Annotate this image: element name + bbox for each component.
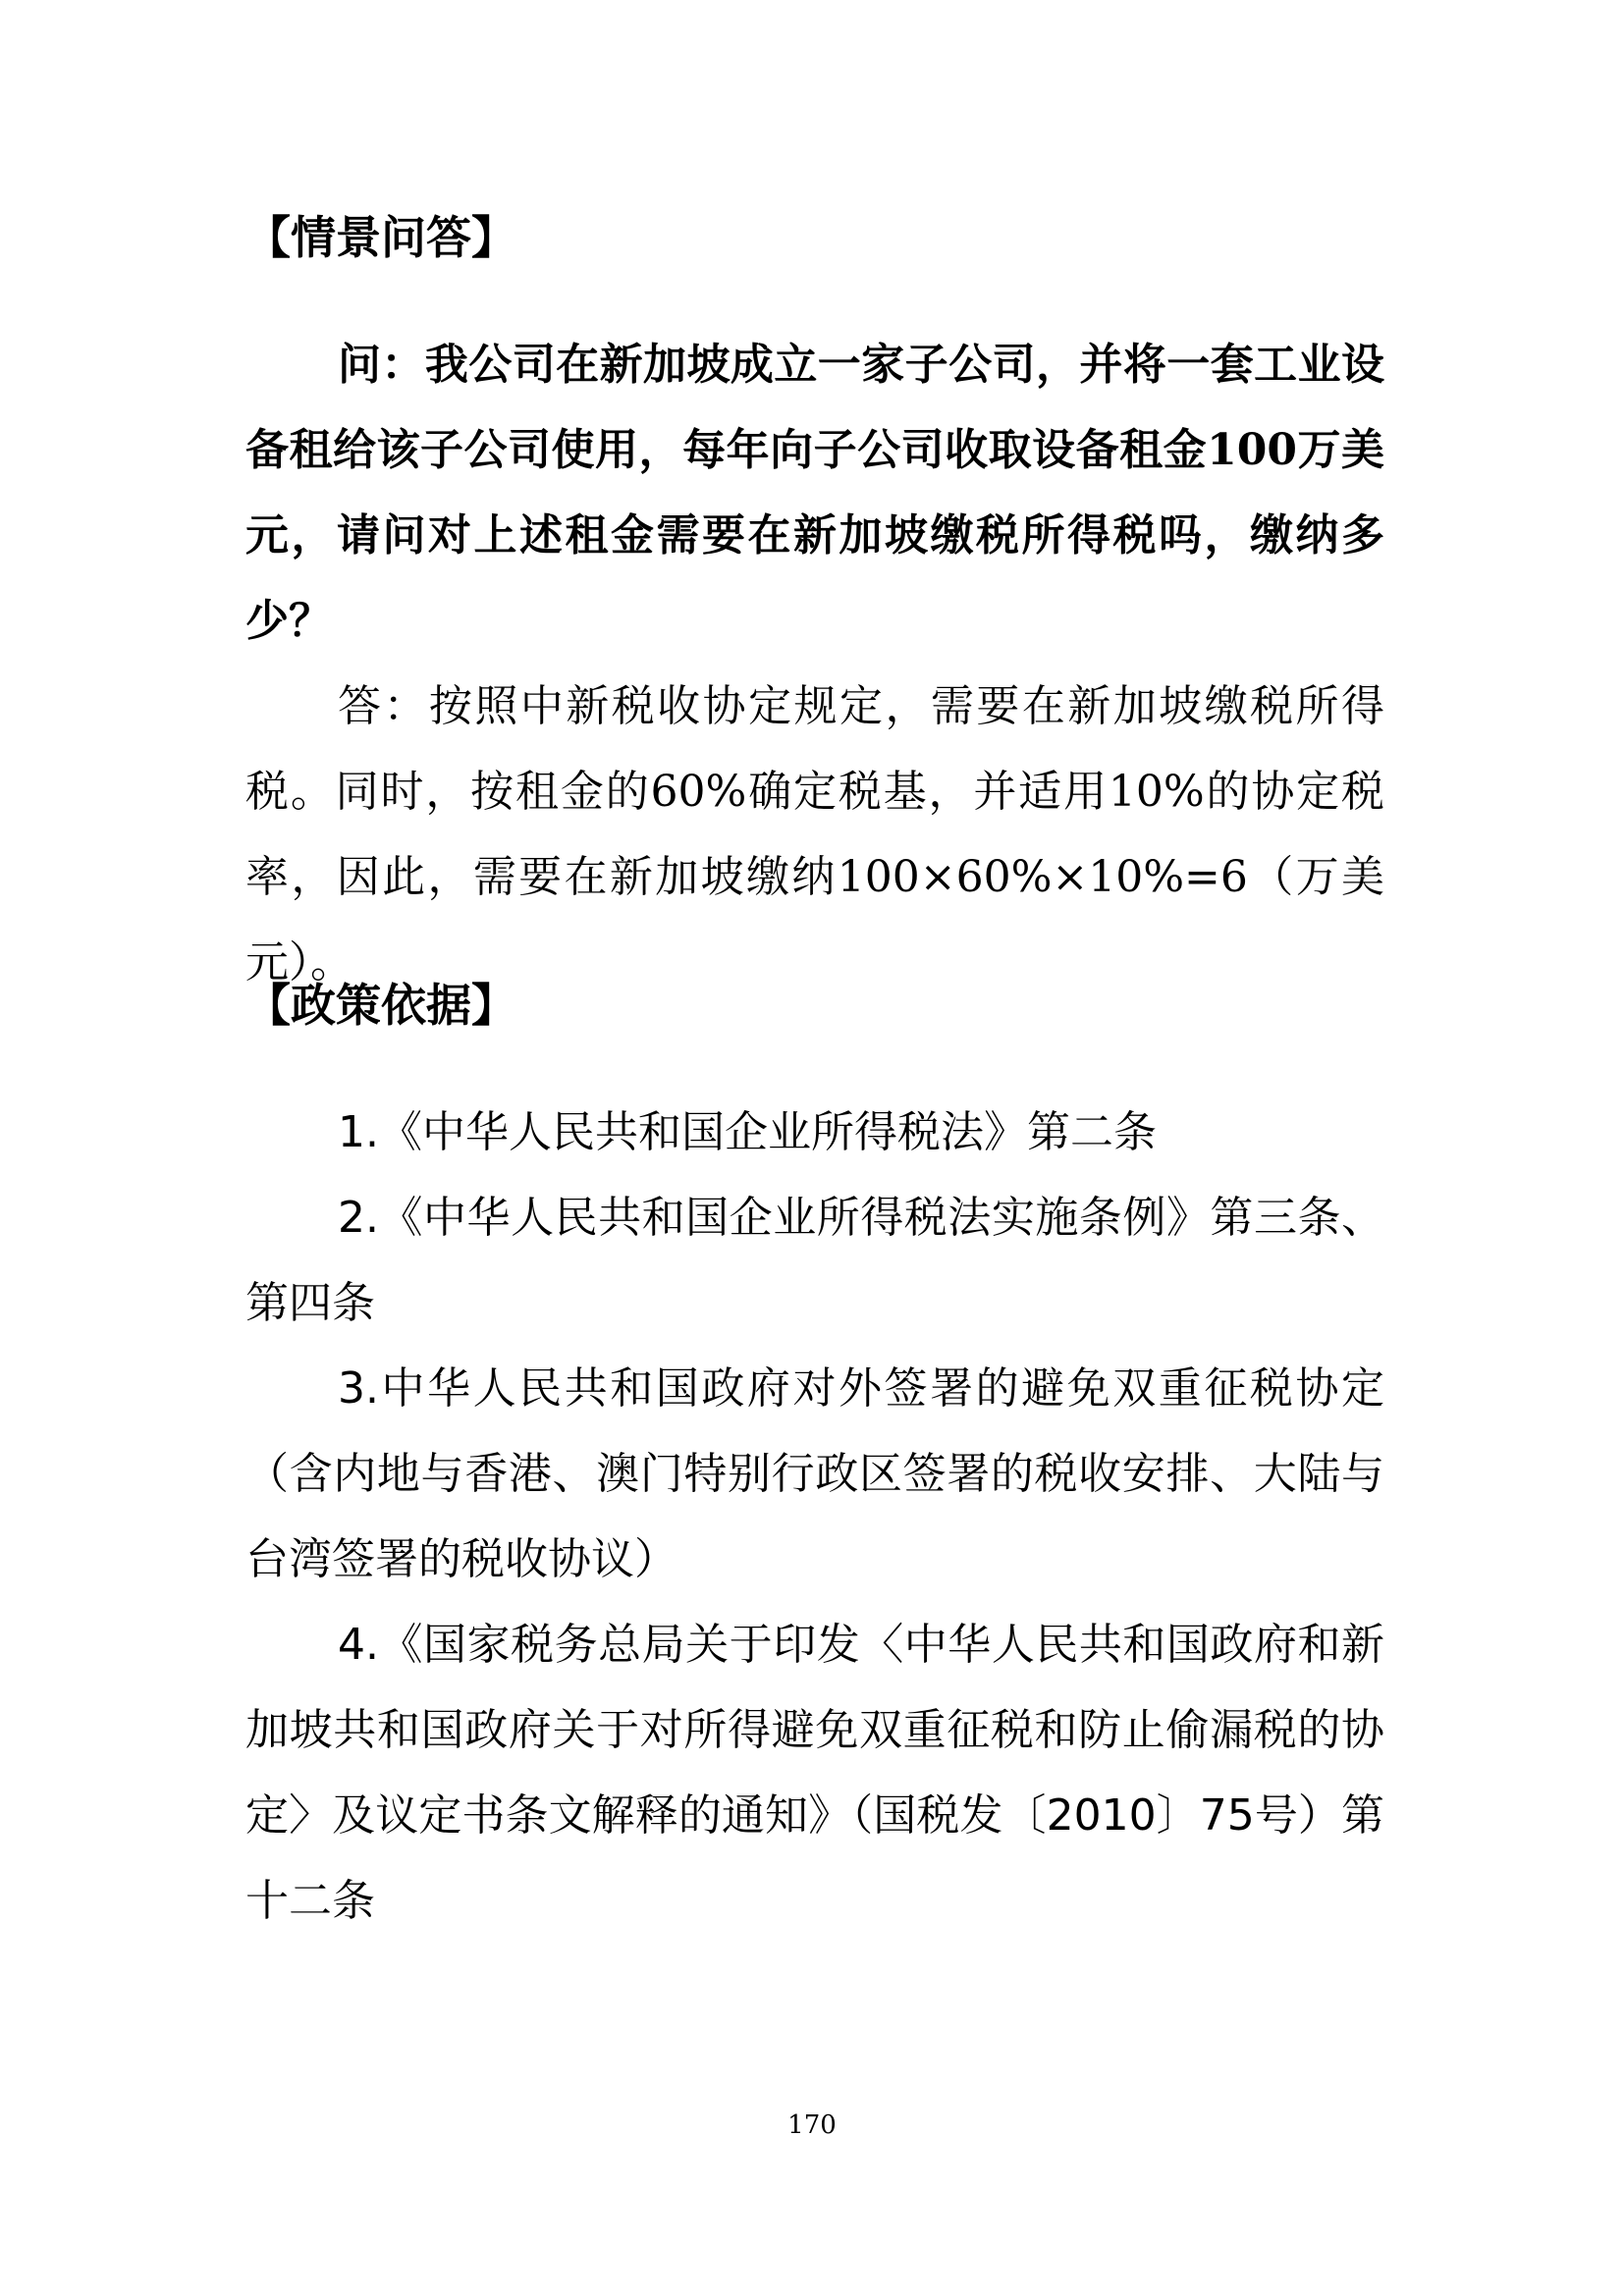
scenario-question: 问：我公司在新加坡成立一家子公司，并将一套工业设备租给该子公司使用，每年向子公司收取设备租金100万美元，请问对上述租金需要在新加坡缴税所得税吗，缴纳多少？	[245, 340, 1384, 646]
scenario-heading: 【情景问答】	[245, 211, 516, 264]
policy-item-4: 4.《国家税务总局关于印发〈中华人民共和国政府和新加坡共和国政府关于对所得避免双重征税和防止偷漏税的协定〉及议定书条文解释的通知》（国税发〔2010〕75号）第十二条	[245, 1620, 1384, 1926]
scenario-answer: 答：按照中新税收协定规定，需要在新加坡缴税所得税。同时，按租金的60%确定税基，并适用10%的协定税率，因此，需要在新加坡缴纳100×60%×10%=6（万美元）。	[245, 681, 1384, 988]
page-number: 170	[787, 2110, 837, 2140]
policy-item-3: 3.中华人民共和国政府对外签署的避免双重征税协定（含内地与香港、澳门特别行政区签署的税收安排、大陆与台湾签署的税收协议）	[245, 1363, 1384, 1584]
policy-item-2: 2.《中华人民共和国企业所得税法实施条例》第三条、第四条	[245, 1193, 1384, 1328]
policy-item-1: 1.《中华人民共和国企业所得税法》第二条	[338, 1107, 1157, 1157]
policy-heading: 【政策依据】	[245, 979, 516, 1032]
